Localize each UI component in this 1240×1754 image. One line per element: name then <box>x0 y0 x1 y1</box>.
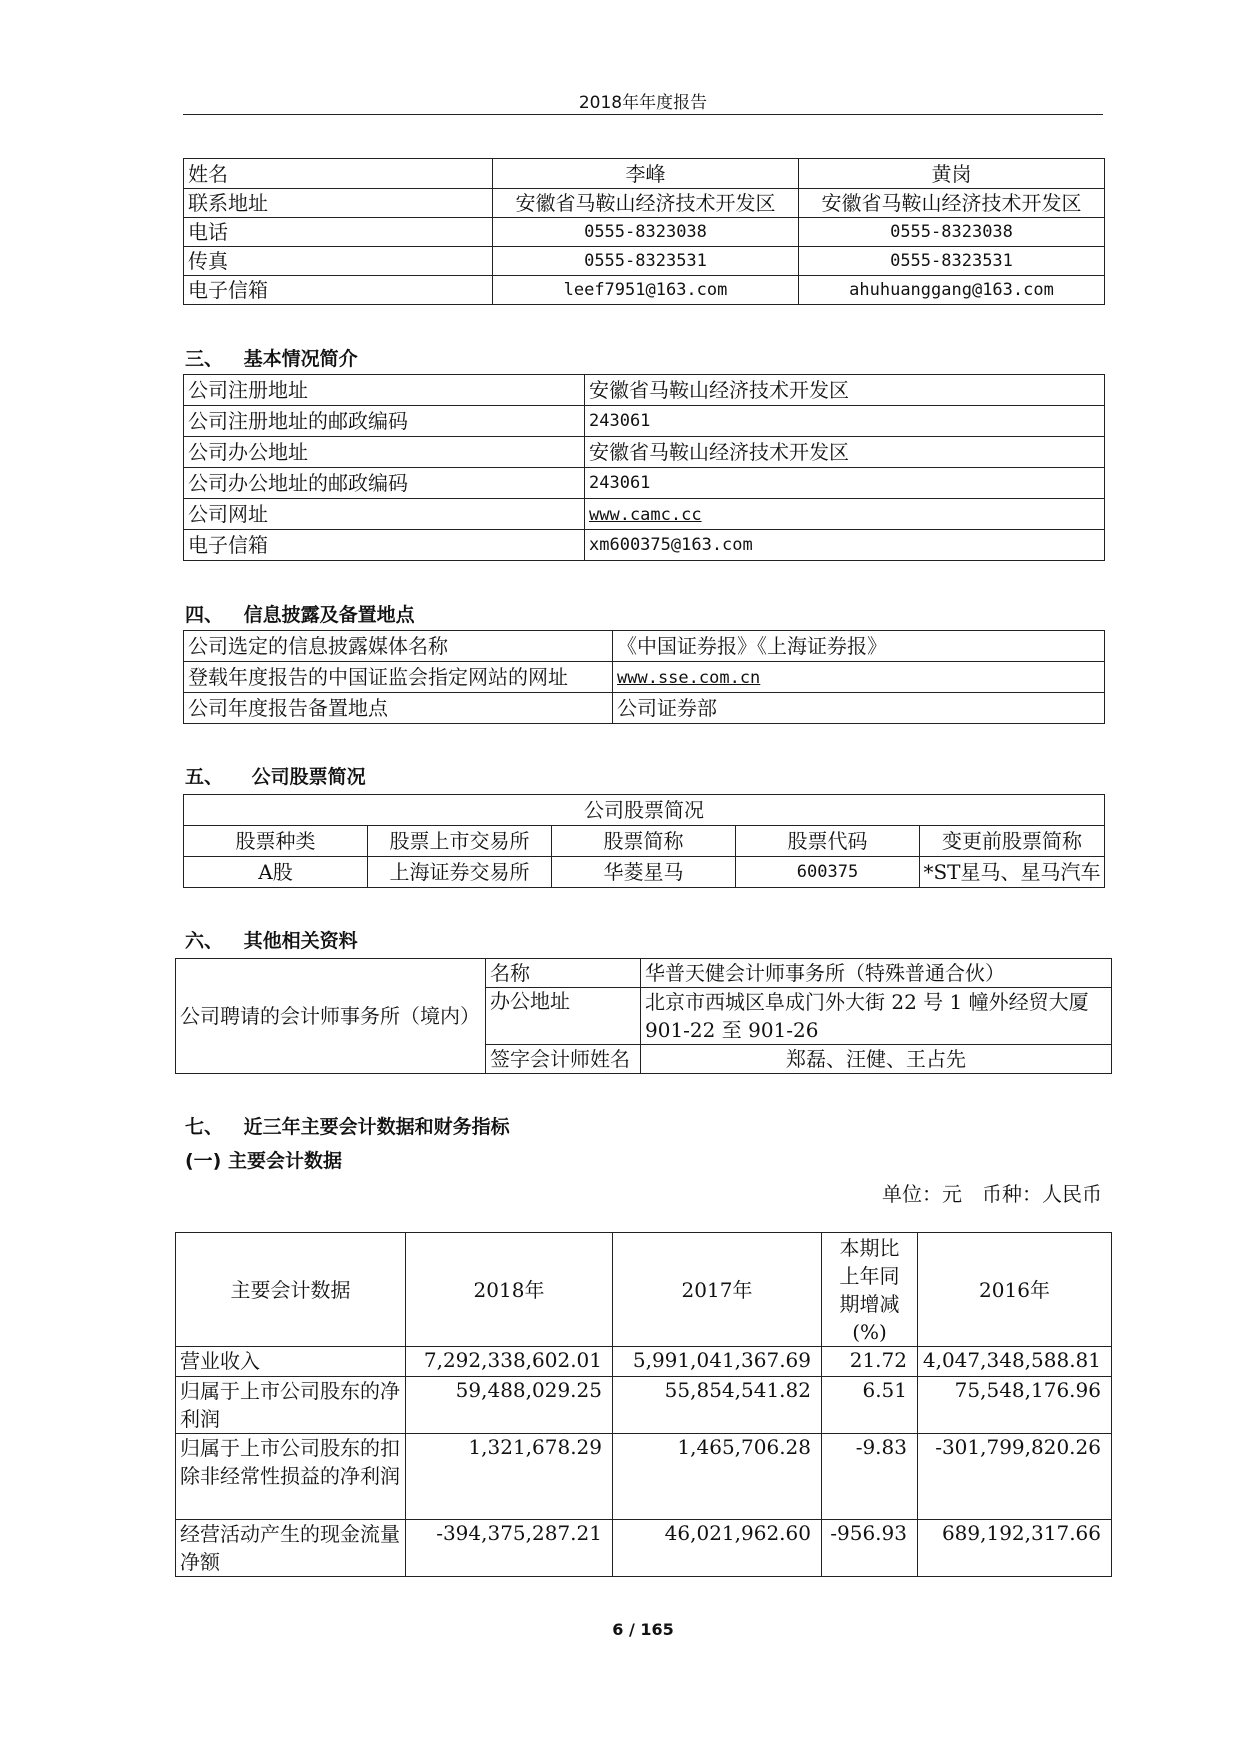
page-header-title: 2018年年度报告 <box>578 93 708 113</box>
section3-heading <box>185 344 358 371</box>
table-row <box>184 437 1105 468</box>
row-value: 公司证券部 <box>613 693 1105 724</box>
row-label: 公司网址 <box>184 499 585 530</box>
stock-exchange: 上海证券交易所 <box>368 857 552 888</box>
section-title: 信息披露及备置地点 <box>243 604 415 626</box>
value-2018: -394,375,287.21 <box>406 1520 613 1577</box>
website-link[interactable]: www.sse.com.cn <box>617 668 761 688</box>
person2-phone: 0555-8323038 <box>799 218 1105 247</box>
row-label: 名称 <box>486 959 641 988</box>
table-header-row <box>176 1233 1112 1347</box>
row-value: 北京市西城区阜成门外大街 22 号 1 幢外经贸大厦 901-22 至 901-26 <box>641 988 1112 1045</box>
value-2016: -301,799,820.26 <box>918 1434 1112 1520</box>
section-number: 四、 <box>185 604 224 626</box>
person1-name: 李峰 <box>493 159 799 189</box>
section-number: 三、 <box>185 348 224 370</box>
section-title: 公司股票简况 <box>251 766 366 788</box>
row-label: 电子信箱 <box>184 276 493 305</box>
section-number: 六、 <box>185 930 224 952</box>
table-row <box>176 1377 1112 1434</box>
row-value: 安徽省马鞍山经济技术开发区 <box>585 375 1105 406</box>
table-row <box>184 406 1105 437</box>
section7-heading <box>185 1112 510 1139</box>
table-row <box>184 159 1105 189</box>
person1-address: 安徽省马鞍山经济技术开发区 <box>493 189 799 218</box>
value-2017: 5,991,041,367.69 <box>613 1347 822 1377</box>
row-label: 归属于上市公司股东的净利润 <box>176 1377 406 1434</box>
subsection-heading: (一) 主要会计数据 <box>185 1150 342 1172</box>
value-change: 6.51 <box>822 1377 918 1434</box>
row-label: 归属于上市公司股东的扣除非经常性损益的净利润 <box>176 1434 406 1520</box>
person1-fax: 0555-8323531 <box>493 247 799 276</box>
table-row <box>184 693 1105 724</box>
section-number: 七、 <box>185 1116 224 1138</box>
column-header: 股票简称 <box>552 826 736 857</box>
row-label: 公司办公地址 <box>184 437 585 468</box>
section-title: 近三年主要会计数据和财务指标 <box>243 1116 510 1138</box>
value-change: -956.93 <box>822 1520 918 1577</box>
row-label: 签字会计师姓名 <box>486 1045 641 1074</box>
former-short-name: *ST星马、星马汽车 <box>920 857 1105 888</box>
section4-heading <box>185 600 415 627</box>
contacts-table <box>183 158 1105 305</box>
stock-short-name: 华菱星马 <box>552 857 736 888</box>
section-title: 其他相关资料 <box>243 930 358 952</box>
column-header: 股票代码 <box>736 826 920 857</box>
website-cell <box>585 499 1105 530</box>
stock-type: A股 <box>184 857 368 888</box>
person2-email: ahuhuanggang@163.com <box>799 276 1105 305</box>
table-row <box>176 959 1112 988</box>
row-label: 办公地址 <box>486 988 641 1045</box>
column-header: 变更前股票简称 <box>920 826 1105 857</box>
row-label: 公司注册地址的邮政编码 <box>184 406 585 437</box>
value-change: -9.83 <box>822 1434 918 1520</box>
section-title: 基本情况简介 <box>243 348 358 370</box>
stock-code: 600375 <box>736 857 920 888</box>
table-row <box>184 375 1105 406</box>
row-value: 安徽省马鞍山经济技术开发区 <box>585 437 1105 468</box>
table-row <box>176 1520 1112 1577</box>
row-value: 243061 <box>585 468 1105 499</box>
table-row <box>184 530 1105 561</box>
row-value: xm600375@163.com <box>585 530 1105 561</box>
column-header: 2016年 <box>918 1233 1112 1347</box>
value-2016: 75,548,176.96 <box>918 1377 1112 1434</box>
value-2017: 1,465,706.28 <box>613 1434 822 1520</box>
value-2017: 46,021,962.60 <box>613 1520 822 1577</box>
website-cell <box>613 662 1105 693</box>
value-2016: 4,047,348,588.81 <box>918 1347 1112 1377</box>
key-accounting-data-table <box>175 1232 1112 1577</box>
row-value: 郑磊、汪健、王占先 <box>641 1045 1112 1074</box>
column-header: 主要会计数据 <box>176 1233 406 1347</box>
column-header: 2017年 <box>613 1233 822 1347</box>
person2-name: 黄岗 <box>799 159 1105 189</box>
table-row <box>184 276 1105 305</box>
row-value: 华普天健会计师事务所（特殊普通合伙） <box>641 959 1112 988</box>
person2-fax: 0555-8323531 <box>799 247 1105 276</box>
row-label: 经营活动产生的现金流量净额 <box>176 1520 406 1577</box>
row-label: 电子信箱 <box>184 530 585 561</box>
table-row <box>184 857 1105 888</box>
table-row <box>184 795 1105 826</box>
row-label: 公司注册地址 <box>184 375 585 406</box>
table-row <box>184 499 1105 530</box>
person1-email: leef7951@163.com <box>493 276 799 305</box>
table-row <box>184 826 1105 857</box>
table-row <box>184 218 1105 247</box>
disclosure-table <box>183 630 1105 724</box>
table-title: 公司股票简况 <box>184 795 1105 826</box>
header-divider <box>183 114 1103 115</box>
column-header: 本期比上年同期增减(%) <box>822 1233 918 1347</box>
website-link[interactable]: www.camc.cc <box>589 505 702 525</box>
section6-heading <box>185 926 358 953</box>
person1-phone: 0555-8323038 <box>493 218 799 247</box>
column-header: 股票种类 <box>184 826 368 857</box>
value-2017: 55,854,541.82 <box>613 1377 822 1434</box>
page-number: 6 / 165 <box>612 1620 674 1639</box>
value-2018: 7,292,338,602.01 <box>406 1347 613 1377</box>
value-2018: 1,321,678.29 <box>406 1434 613 1520</box>
table-row <box>184 247 1105 276</box>
row-label: 公司办公地址的邮政编码 <box>184 468 585 499</box>
row-label: 联系地址 <box>184 189 493 218</box>
auditor-side-label: 公司聘请的会计师事务所（境内） <box>176 959 486 1074</box>
row-label: 公司选定的信息披露媒体名称 <box>184 631 613 662</box>
basic-info-table <box>183 374 1105 561</box>
currency-unit-note: 单位：元 币种：人民币 <box>882 1182 1102 1206</box>
table-row <box>184 631 1105 662</box>
row-label: 营业收入 <box>176 1347 406 1377</box>
section5-heading <box>185 762 366 789</box>
row-value: 《中国证券报》《上海证券报》 <box>613 631 1105 662</box>
value-change: 21.72 <box>822 1347 918 1377</box>
table-row <box>184 468 1105 499</box>
table-row <box>184 662 1105 693</box>
value-2018: 59,488,029.25 <box>406 1377 613 1434</box>
row-value: 243061 <box>585 406 1105 437</box>
stock-table <box>183 794 1105 888</box>
row-label: 电话 <box>184 218 493 247</box>
column-header: 股票上市交易所 <box>368 826 552 857</box>
table-row <box>184 189 1105 218</box>
person2-address: 安徽省马鞍山经济技术开发区 <box>799 189 1105 218</box>
auditor-table <box>175 958 1112 1074</box>
value-2016: 689,192,317.66 <box>918 1520 1112 1577</box>
name-label: 姓名 <box>184 159 493 189</box>
section-number: 五、 <box>185 766 224 788</box>
row-label: 公司年度报告备置地点 <box>184 693 613 724</box>
row-label: 登载年度报告的中国证监会指定网站的网址 <box>184 662 613 693</box>
table-row <box>176 1347 1112 1377</box>
column-header: 2018年 <box>406 1233 613 1347</box>
table-row <box>176 1434 1112 1520</box>
row-label: 传真 <box>184 247 493 276</box>
